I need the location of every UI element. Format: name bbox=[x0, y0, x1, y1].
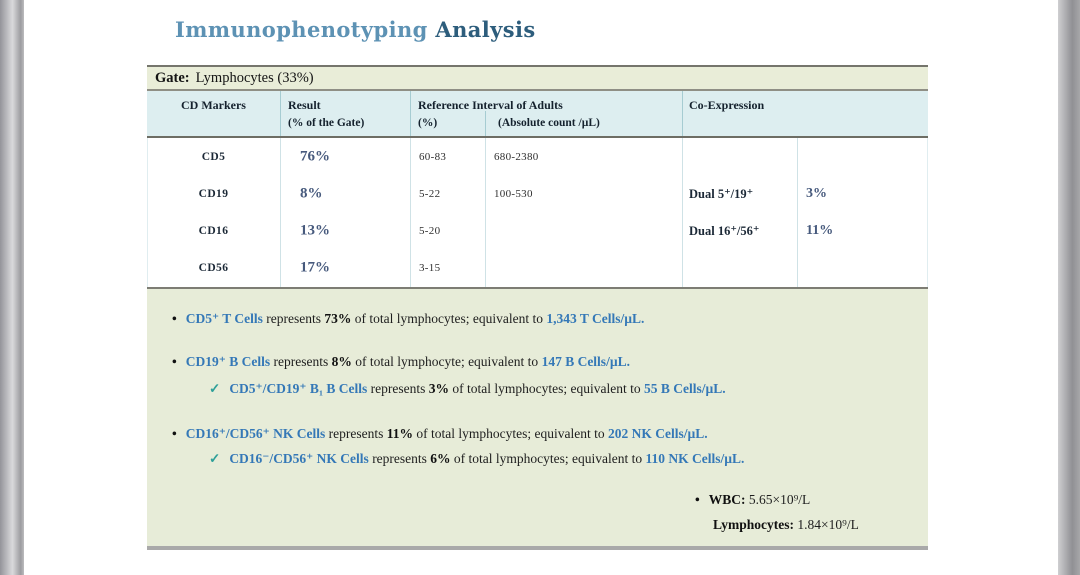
page-title-part2: Analysis bbox=[427, 17, 536, 42]
summary-value: 1,343 T Cells/µL. bbox=[546, 311, 645, 326]
summary-item bbox=[172, 426, 708, 442]
checkmark-icon: ✓ bbox=[209, 381, 221, 396]
summary-text: represents bbox=[367, 381, 429, 396]
summary-subitem bbox=[209, 451, 744, 467]
cell-marker: CD5 bbox=[201, 150, 226, 163]
summary-percent: 3% bbox=[428, 381, 449, 396]
table-row bbox=[147, 212, 928, 249]
table-header bbox=[147, 91, 928, 138]
cell-coexp-label: Dual 16⁺/56⁺ bbox=[689, 223, 760, 238]
cell-coexp-value: 11% bbox=[806, 222, 834, 238]
summary-section bbox=[147, 287, 928, 550]
bullet-icon: • bbox=[695, 492, 700, 507]
cell-ref-pct: 60-83 bbox=[419, 150, 447, 163]
summary-value: 110 NK Cells/µL. bbox=[645, 451, 745, 466]
summary-text: of total lymphocytes; equivalent to bbox=[412, 426, 608, 441]
summary-value: 202 NK Cells/µL. bbox=[607, 426, 708, 441]
summary-text: of total lymphocytes; equivalent to bbox=[448, 381, 644, 396]
gate-label: Gate: bbox=[155, 69, 190, 86]
col-header-result-sub: (% of the Gate) bbox=[288, 117, 365, 129]
summary-value: 55 B Cells/µL. bbox=[643, 381, 726, 396]
lymphocytes-value: 1.84×10⁹/L bbox=[794, 517, 859, 532]
header-divider bbox=[682, 91, 683, 136]
summary-text: represents bbox=[368, 451, 431, 466]
summary-subitem bbox=[209, 381, 726, 397]
col-header-cd-markers: CD Markers bbox=[181, 98, 246, 112]
gate-value: Lymphocytes (33%) bbox=[195, 69, 314, 86]
summary-text: of total lymphocytes; equivalent to bbox=[450, 451, 646, 466]
cell-ref-pct: 5-22 bbox=[419, 187, 441, 200]
lymphocytes-label: Lymphocytes: bbox=[713, 517, 794, 532]
col-header-result: Result bbox=[288, 98, 321, 112]
summary-lead: CD16⁺/CD56⁺ NK Cells bbox=[185, 426, 326, 441]
header-divider bbox=[410, 91, 411, 136]
col-header-ref-pct: (%) bbox=[418, 117, 438, 129]
wbc-value: 5.65×10⁹/L bbox=[745, 492, 811, 507]
cell-result: 76% bbox=[300, 148, 330, 164]
table-body bbox=[147, 138, 928, 287]
summary-text: of total lymphocyte; equivalent to bbox=[351, 354, 542, 369]
cell-ref-abs: 680-2380 bbox=[494, 150, 539, 163]
bullet-icon: • bbox=[172, 311, 177, 326]
summary-text: represents bbox=[325, 426, 387, 441]
summary-lead: CD5⁺/CD19⁺ B₁ B Cells bbox=[229, 381, 368, 396]
table-row bbox=[147, 175, 928, 212]
summary-lead: CD16⁻/CD56⁺ NK Cells bbox=[229, 451, 369, 466]
cell-result: 13% bbox=[300, 222, 330, 238]
wbc-total bbox=[695, 492, 810, 508]
page-title-part1: Immunophenotyping bbox=[175, 17, 428, 42]
col-header-coexpression: Co-Expression bbox=[689, 98, 765, 112]
summary-percent: 8% bbox=[331, 354, 352, 369]
bullet-icon: • bbox=[172, 354, 177, 369]
cell-ref-pct: 5-20 bbox=[419, 224, 441, 237]
gate-banner bbox=[147, 65, 928, 91]
bullet-icon: • bbox=[172, 426, 177, 441]
summary-value: 147 B Cells/µL. bbox=[541, 354, 630, 369]
summary-lead: CD5⁺ T Cells bbox=[185, 311, 263, 326]
cell-ref-pct: 3-15 bbox=[419, 261, 441, 274]
summary-lead: CD19⁺ B Cells bbox=[185, 354, 271, 369]
wbc-label: WBC: bbox=[708, 492, 746, 507]
summary-percent: 11% bbox=[386, 426, 413, 441]
header-divider bbox=[280, 91, 281, 136]
cell-coexp-value: 3% bbox=[806, 185, 827, 201]
table-row bbox=[147, 138, 928, 175]
col-header-ref-abs: (Absolute count /µL) bbox=[498, 117, 600, 129]
header-divider bbox=[485, 111, 486, 136]
table-row bbox=[147, 249, 928, 286]
checkmark-icon: ✓ bbox=[209, 451, 221, 466]
cell-marker: CD19 bbox=[198, 187, 229, 200]
window-edge-left bbox=[0, 0, 24, 575]
cell-result: 17% bbox=[300, 259, 330, 275]
summary-text: represents bbox=[262, 311, 325, 326]
summary-percent: 6% bbox=[430, 451, 451, 466]
lymphocytes-total bbox=[713, 517, 859, 533]
window-edge-right bbox=[1058, 0, 1080, 575]
cell-coexp-label: Dual 5⁺/19⁺ bbox=[689, 186, 754, 201]
cell-marker: CD56 bbox=[198, 261, 229, 274]
summary-item bbox=[172, 311, 644, 327]
cell-ref-abs: 100-530 bbox=[494, 187, 533, 200]
summary-percent: 73% bbox=[324, 311, 352, 326]
summary-item bbox=[172, 354, 630, 370]
page-title bbox=[175, 17, 536, 42]
cell-result: 8% bbox=[300, 185, 323, 201]
cell-marker: CD16 bbox=[198, 224, 229, 237]
summary-text: represents bbox=[270, 354, 332, 369]
col-header-reference: Reference Interval of Adults bbox=[418, 98, 563, 112]
summary-text: of total lymphocytes; equivalent to bbox=[351, 311, 547, 326]
